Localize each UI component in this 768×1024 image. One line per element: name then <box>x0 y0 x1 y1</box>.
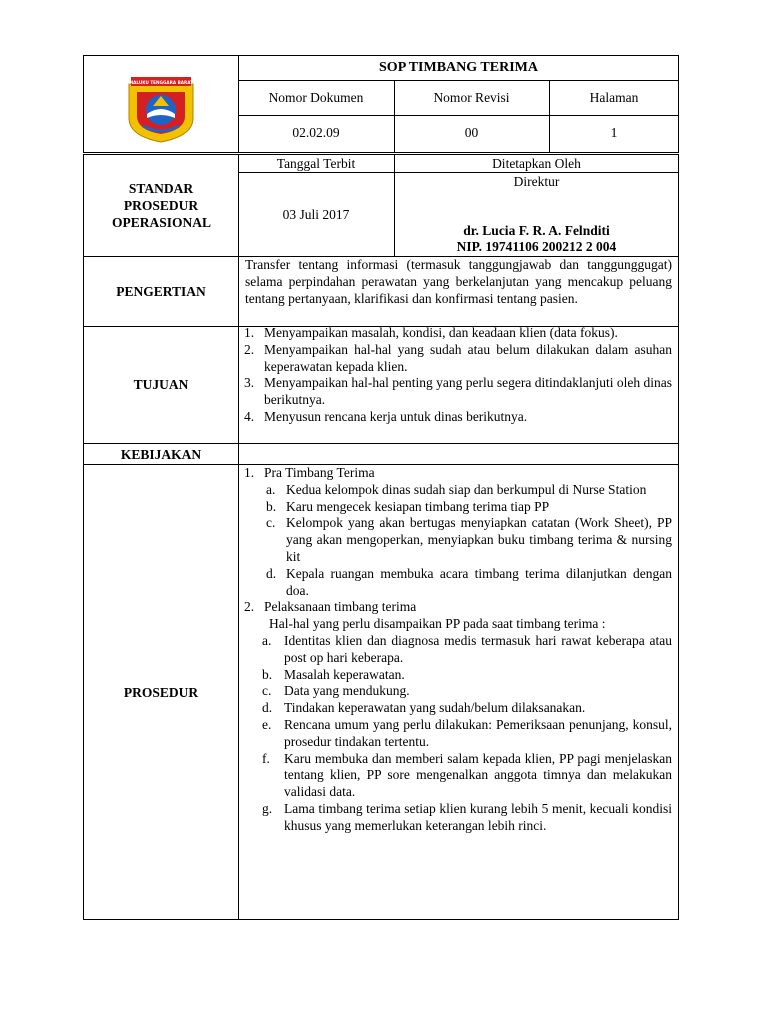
approved-by-label: Ditetapkan Oleh <box>492 156 581 171</box>
prosedur-step-2-items <box>244 633 672 835</box>
rev-number-label: Nomor Revisi <box>433 90 510 105</box>
list-item: d. Tindakan keperawatan yang sudah/belum dilaksanakan. <box>262 700 586 716</box>
meta-divider-row <box>238 172 679 173</box>
section-title-sop: STANDAR PROSEDUR OPERASIONAL <box>112 181 212 230</box>
approver-nip: NIP. 19741106 200212 2 004 <box>456 239 617 254</box>
document-title: SOP TIMBANG TERIMA <box>379 60 538 75</box>
list-item: b. Masalah keperawatan. <box>262 666 405 682</box>
list-item: b. Karu mengecek kesiapan timbang terima tiap PP <box>266 498 550 514</box>
svg-text:MALUKU TENGGARA BARAT: MALUKU TENGGARA BARAT <box>128 80 194 85</box>
list-item: 3. Menyampaikan hal-hal penting yang perlu segera ditindaklanjuti oleh dinas berikutnya. <box>244 375 672 408</box>
pengertian-label: PENGERTIAN <box>116 284 206 299</box>
prosedur-step-2-intro: Hal-hal yang perlu disampaikan PP pada saat timbang terima : <box>269 616 606 632</box>
prosedur-label: PROSEDUR <box>123 685 199 700</box>
tujuan-label: TUJUAN <box>133 377 189 392</box>
list-item: c. Data yang mendukung. <box>262 683 410 699</box>
list-item: 2. Menyampaikan hal-hal yang sudah atau belum dilakukan dalam asuhan keperawatan kepada klien. <box>244 341 672 374</box>
kebijakan-label: KEBIJAKAN <box>120 447 202 462</box>
prosedur-step-1-items <box>244 482 672 600</box>
regency-emblem-logo <box>125 74 197 144</box>
body-divider-label <box>238 154 239 920</box>
list-item: e. Rencana umum yang perlu dilakukan: Pemeriksaan penunjang, konsul, prosedur tindakan tertentu. <box>262 716 672 749</box>
list-item: f. Karu membuka dan memberi salam kepada klien, PP pagi menjelaskan tentang klien, PP sore mengenalkan anggota timnya dan melakukan validasi data. <box>262 750 672 800</box>
list-item: 4. Menyusun rencana kerja untuk dinas berikutnya. <box>244 408 528 424</box>
list-item: g. Lama timbang terima setiap klien kurang lebih 5 menit, kecuali kondisi khusus yang memerlukan keterangan lebih rinci. <box>262 800 672 833</box>
list-item: c. Kelompok yang akan bertugas menyiapkan catatan (Work Sheet), PP yang akan mengoperkan, menyiapkan buku timbang terima & nursing kit <box>266 515 672 564</box>
list-item: a. Kedua kelompok dinas sudah siap dan berkumpul di Nurse Station <box>266 481 647 497</box>
header-divider-row <box>238 115 679 116</box>
pengertian-text: Transfer tentang informasi (termasuk tanggungjawab dan tanggunggugat) selama perpindahan perawatan yang berkelanjutan yang mencakup peluang tentang pertanyaan, klarifikasi dan konfirmasi tentang pasien. <box>245 257 672 306</box>
row-divider-kebijakan <box>83 443 679 444</box>
rev-number-value: 00 <box>464 125 479 140</box>
prosedur-list <box>244 465 672 835</box>
list-item: 1. Menyampaikan masalah, kondisi, dan keadaan klien (data fokus). <box>244 325 618 340</box>
page-number-label: Halaman <box>589 90 639 105</box>
prosedur-step-2: 2. Pelaksanaan timbang terima <box>244 599 417 615</box>
approver-name: dr. Lucia F. R. A. Felnditi <box>463 223 610 238</box>
list-item: a. Identitas klien dan diagnosa medis termasuk hari rawat keberapa atau post op hari keberapa. <box>262 632 672 665</box>
issue-date-label: Tanggal Terbit <box>276 156 356 171</box>
approver-role: Direktur <box>513 174 560 189</box>
doc-number-value: 02.02.09 <box>292 125 340 140</box>
list-item: d. Kepala ruangan membuka acara timbang terima dilanjutkan dengan doa. <box>266 565 672 598</box>
header-divider-title <box>238 80 679 81</box>
prosedur-step-1: 1. Pra Timbang Terima <box>244 465 375 480</box>
tujuan-list <box>244 325 672 426</box>
doc-number-label: Nomor Dokumen <box>268 90 364 105</box>
issue-date-value: 03 Juli 2017 <box>282 207 350 222</box>
page-number-value: 1 <box>610 125 618 140</box>
